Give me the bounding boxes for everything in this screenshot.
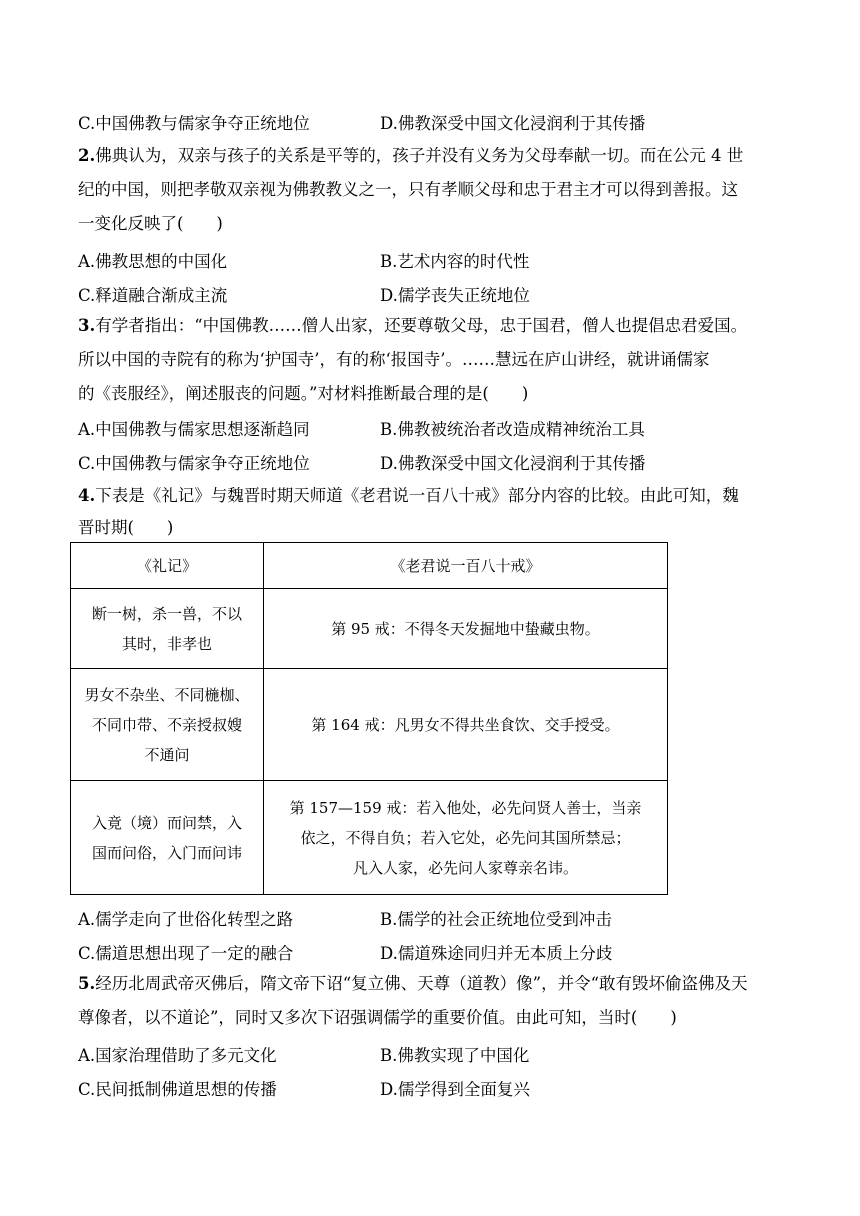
q3-option-b: B.佛教被统治者改造成精神统治工具 — [380, 420, 645, 439]
q3-stem-line-3: 的《丧服经》，阐述服丧的问题。”对材料推断最合理的是( ) — [78, 384, 529, 403]
q2-stem-line-1: 2.佛典认为，双亲与孩子的关系是平等的，孩子并没有义务为父母奉献一切。而在公元 4 世 — [78, 146, 744, 165]
table-header-row — [71, 543, 668, 589]
q1-option-c: C.中国佛教与儒家争夺正统地位 — [78, 114, 310, 133]
q2-option-a: A.佛教思想的中国化 — [78, 252, 228, 271]
q3-option-d: D.佛教深受中国文化浸润利于其传播 — [380, 454, 646, 473]
table-row — [71, 781, 668, 895]
table-cell-right: 第 95 戒：不得冬天发掘地中蛰藏虫物。 — [264, 589, 668, 669]
q3-stem-line-1: 3.有学者指出：“中国佛教……僧人出家，还要尊敬父母，忠于国君，僧人也提倡忠君爱国。 — [78, 316, 748, 335]
q2-number: 2. — [78, 146, 96, 165]
table-row — [71, 669, 668, 781]
q4-number: 4. — [78, 486, 96, 505]
comparison-table — [70, 542, 668, 895]
q4-option-a: A.儒学走向了世俗化转型之路 — [78, 910, 294, 929]
q4-stem-line-1: 4.下表是《礼记》与魏晋时期天师道《老君说一百八十戒》部分内容的比较。由此可知，魏 — [78, 486, 739, 505]
q3-option-a: A.中国佛教与儒家思想逐渐趋同 — [78, 420, 310, 439]
q5-option-c: C.民间抵制佛道思想的传播 — [78, 1080, 277, 1099]
q3-option-c: C.中国佛教与儒家争夺正统地位 — [78, 454, 310, 473]
table-cell-left: 男女不杂坐、不同椸枷、 不同巾带、不亲授叔嫂 不通问 — [71, 669, 264, 781]
q1-option-d: D.佛教深受中国文化浸润利于其传播 — [380, 114, 646, 133]
q5-option-d: D.儒学得到全面复兴 — [380, 1080, 530, 1099]
q5-number: 5. — [78, 974, 96, 993]
q3-stem-line-2: 所以中国的寺院有的称为‘护国寺’，有的称‘报国寺’。……慧远在庐山讲经，就讲诵儒家 — [78, 350, 710, 369]
table-cell-left: 入竟（境）而问禁，入 国而问俗，入门而问讳 — [71, 781, 264, 895]
table-header-laojun: 《老君说一百八十戒》 — [264, 543, 668, 589]
q2-option-d: D.儒学丧失正统地位 — [380, 286, 530, 305]
q4-option-b: B.儒学的社会正统地位受到冲击 — [380, 910, 612, 929]
q5-option-b: B.佛教实现了中国化 — [380, 1046, 530, 1065]
q4-option-d: D.儒道殊途同归并无本质上分歧 — [380, 944, 613, 963]
q5-option-a: A.国家治理借助了多元文化 — [78, 1046, 277, 1065]
q5-stem-line-1: 5.经历北周武帝灭佛后，隋文帝下诏“复立佛、天尊（道教）像”，并令“敢有毁坏偷盗佛及天 — [78, 974, 748, 993]
table-cell-right: 第 164 戒：凡男女不得共坐食饮、交手授受。 — [264, 669, 668, 781]
q3-number: 3. — [78, 316, 96, 335]
table-row — [71, 589, 668, 669]
q2-option-c: C.释道融合渐成主流 — [78, 286, 228, 305]
q4-option-c: C.儒道思想出现了一定的融合 — [78, 944, 294, 963]
q2-stem-line-3: 一变化反映了( ) — [78, 214, 223, 233]
table-cell-left: 断一树，杀一兽，不以 其时，非孝也 — [71, 589, 264, 669]
q4-stem-line-2: 晋时期( ) — [78, 518, 174, 537]
q2-stem-line-2: 纪的中国，则把孝敬双亲视为佛教教义之一，只有孝顺父母和忠于君主才可以得到善报。这 — [78, 180, 738, 199]
q5-stem-line-2: 尊像者，以不道论”，同时又多次下诏强调儒学的重要价值。由此可知，当时( ) — [78, 1008, 677, 1027]
table-cell-right: 第 157—159 戒：若入他处，必先问贤人善士，当亲 依之，不得自负；若入它处，必先问其国所禁忌； 凡入人家，必先问人家尊亲名讳。 — [264, 781, 668, 895]
table-header-liji: 《礼记》 — [71, 543, 264, 589]
q2-option-b: B.艺术内容的时代性 — [380, 252, 530, 271]
